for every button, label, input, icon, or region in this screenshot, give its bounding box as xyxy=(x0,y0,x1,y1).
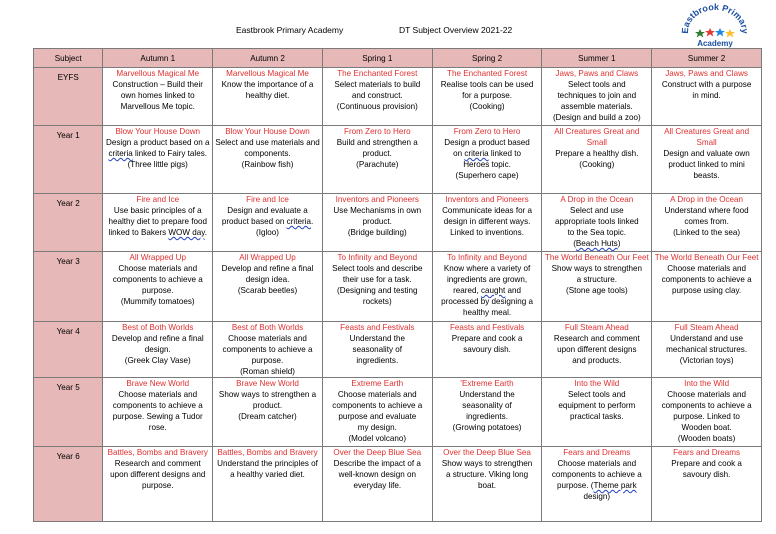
table-cell xyxy=(432,322,542,378)
cell-text-line: Show ways to strengthen xyxy=(551,264,643,273)
topic-title: Full Steam Ahead xyxy=(674,323,739,332)
cell-text-line: reared, caught and xyxy=(453,286,522,295)
cell-text-line: (Dream catcher) xyxy=(238,412,297,421)
cell-text-line: linked to Bakers WOW day. xyxy=(108,228,207,237)
row-label: Year 2 xyxy=(34,194,103,252)
topic-title: A Drop in the Ocean xyxy=(670,195,744,204)
table-cell xyxy=(432,126,542,194)
cell-text-line: Understand where food xyxy=(664,206,749,215)
cell-text-line: purpose. xyxy=(142,286,174,295)
document-title: DT Subject Overview 2021-22 xyxy=(399,25,513,35)
row-label: Year 6 xyxy=(34,447,103,522)
cell-text-line: Understand the principles of xyxy=(217,459,318,468)
cell-text-line: ingredients. xyxy=(356,356,399,365)
cell-text-line: Select and use xyxy=(570,206,624,215)
column-header: Summer 1 xyxy=(542,49,652,68)
cell-text-line: (Design and build a zoo) xyxy=(552,113,641,122)
cell-text-line: design) xyxy=(583,492,611,501)
cell-text-line: Prepare a healthy dish. xyxy=(555,149,639,158)
cell-text-line: everyday life. xyxy=(353,481,402,490)
cell-text-line: Show ways to strengthen a xyxy=(218,390,317,399)
column-header: Subject xyxy=(34,49,103,68)
cell-text-line: Research and comment xyxy=(553,334,640,343)
cell-text-line: purpose. (Theme park xyxy=(557,481,637,490)
cell-text-line: savoury dish. xyxy=(463,345,511,354)
table-cell xyxy=(652,378,762,447)
table-row xyxy=(34,322,762,378)
cell-text-line: ingredients. xyxy=(466,412,508,421)
cell-text-line: upon different designs and xyxy=(110,470,206,479)
cell-text-line: a structure. Viking long xyxy=(445,470,529,479)
cell-text-line: (Scarab beetles) xyxy=(237,286,298,295)
cell-text-line: Realise tools can be used xyxy=(440,80,534,89)
cell-text-line: comes from. xyxy=(684,217,729,226)
logo-stars xyxy=(695,28,735,38)
cell-text-line: purpose using clay. xyxy=(672,286,742,295)
table-cell xyxy=(213,68,323,126)
table-cell xyxy=(213,378,323,447)
cell-text-line: healthy diet to prepare food xyxy=(108,217,208,226)
cell-text-line: Use Mechanisms in own xyxy=(333,206,422,215)
cell-text-line: Select materials to build xyxy=(334,80,421,89)
row-label: EYFS xyxy=(34,68,103,126)
cell-text-line: components to achieve a xyxy=(112,401,203,410)
cell-text-line: in mind. xyxy=(692,91,721,100)
topic-title: Feasts and Festivals xyxy=(340,323,415,332)
cell-text-line: processed by designing a xyxy=(441,297,533,306)
topic-title: All Creatures Great and Small xyxy=(664,127,750,147)
cell-text-line: Choose materials and xyxy=(667,390,746,399)
cell-text-line: seasonality of xyxy=(462,401,512,410)
cell-text-line: Understand the xyxy=(459,390,515,399)
cell-text-line: design idea. xyxy=(245,275,290,284)
cell-text-line: (Greek Clay Vase) xyxy=(124,356,191,365)
cell-text-line: (Designing and testing xyxy=(337,286,418,295)
topic-title: All Wrapped Up xyxy=(239,253,296,262)
header-row xyxy=(34,49,762,68)
table-cell xyxy=(322,252,432,322)
cell-text-line: ingredients are grown, xyxy=(447,275,528,284)
cell-text-line: Communicate ideas for a xyxy=(442,206,533,215)
cell-text-line: product linked to mini xyxy=(668,160,745,169)
table-row xyxy=(34,378,762,447)
cell-text-line: Design a product based on a xyxy=(106,138,210,147)
cell-text-line: on criteria linked to xyxy=(453,149,522,158)
topic-title: Jaws, Paws and Claws xyxy=(555,69,639,78)
cell-text-line: (Cooking) xyxy=(469,102,505,111)
cell-text-line: components to achieve a xyxy=(551,470,642,479)
topic-title: To Infinity and Beyond xyxy=(447,253,527,262)
topic-title: Blow Your House Down xyxy=(225,127,310,136)
cell-text-line: purpose. xyxy=(142,481,174,490)
cell-text-line: Describe the impact of a xyxy=(333,459,421,468)
cell-text-line: Choose materials and xyxy=(118,390,198,399)
school-name: Eastbrook Primary Academy xyxy=(236,25,344,35)
table-cell xyxy=(103,447,213,522)
topic-title: Blow Your House Down xyxy=(115,127,201,136)
table-cell xyxy=(432,194,542,252)
cell-text-line: (Victorian toys) xyxy=(679,356,734,365)
table-cell xyxy=(542,322,652,378)
topic-title: Over the Deep Blue Sea xyxy=(443,448,531,457)
topic-title: Battles, Bombs and Bravery xyxy=(217,448,318,457)
table-cell xyxy=(322,126,432,194)
cell-text-line: (Roman shield) xyxy=(240,367,295,376)
school-logo xyxy=(680,2,750,48)
cell-text-line: (Parachute) xyxy=(356,160,399,169)
cell-text-line: (Model volcano) xyxy=(348,434,407,443)
topic-title: Best of Both Worlds xyxy=(122,323,194,332)
topic-title: Battles, Bombs and Bravery xyxy=(107,448,208,457)
table-cell xyxy=(322,68,432,126)
topic-title: Over the Deep Blue Sea xyxy=(333,448,422,457)
cell-text-line: Choose materials and xyxy=(118,264,198,273)
topic-title: Brave New World xyxy=(236,379,299,388)
logo-academy-text: Academy xyxy=(697,39,733,48)
cell-text-line: beasts. xyxy=(693,171,720,180)
cell-text-line: mechanical structures. xyxy=(666,345,748,354)
cell-text-line: Choose materials and xyxy=(667,264,746,273)
cell-text-line: my design. xyxy=(357,423,397,432)
topic-title: Full Steam Ahead xyxy=(564,323,629,332)
cell-text-line: components to achieve a xyxy=(222,345,313,354)
cell-text-line: design. xyxy=(144,345,171,354)
cell-text-line: product. xyxy=(252,401,283,410)
topic-title: Feasts and Festivals xyxy=(449,323,525,332)
cell-text-line: well-known design on xyxy=(338,470,416,479)
table-cell xyxy=(103,126,213,194)
cell-text-line: (Beach Huts) xyxy=(573,239,621,248)
cell-text-line: purpose. Linked to xyxy=(673,412,740,421)
table-cell xyxy=(103,322,213,378)
topic-title: From Zero to Hero xyxy=(453,127,521,136)
cell-text-line: purpose. xyxy=(251,356,284,365)
cell-text-line: (Bridge building) xyxy=(347,228,407,237)
cell-text-line: appropriate tools linked xyxy=(554,217,639,226)
row-label: Year 4 xyxy=(34,322,103,378)
cell-text-line: components to achieve a xyxy=(661,275,752,284)
topic-title: Inventors and Pioneers xyxy=(445,195,529,204)
cell-text-line: their use for a task. xyxy=(342,275,412,284)
topic-title: Into the Wild xyxy=(574,379,620,388)
topic-title: 'Extreme Earth xyxy=(460,379,514,388)
cell-text-line: savoury dish. xyxy=(682,470,731,479)
table-cell xyxy=(652,322,762,378)
topic-title: Fears and Dreams xyxy=(563,448,631,457)
topic-title: The World Beneath Our Feet xyxy=(544,253,649,262)
cell-text-line: (Mummify tomatoes) xyxy=(120,297,195,306)
table-cell xyxy=(213,322,323,378)
cell-text-line: design in different ways. xyxy=(443,217,531,226)
table-cell xyxy=(542,252,652,322)
topic-title: Extreme Earth xyxy=(351,379,404,388)
column-header: Autumn 2 xyxy=(213,49,323,68)
cell-text-line: Linked to inventions. xyxy=(450,228,524,237)
cell-text-line: Develop and refine a final xyxy=(221,264,314,273)
cell-text-line: own homes linked to xyxy=(120,91,195,100)
cell-text-line: (Growing potatoes) xyxy=(452,423,522,432)
topic-title: From Zero to Hero xyxy=(344,127,411,136)
cell-text-line: Research and comment xyxy=(114,459,201,468)
cell-text-line: boat. xyxy=(478,481,497,490)
topic-title: Fears and Dreams xyxy=(673,448,741,457)
topic-title: A Drop in the Ocean xyxy=(560,195,634,204)
cell-text-line: Choose materials and xyxy=(337,390,417,399)
topic-title: Inventors and Pioneers xyxy=(335,195,419,204)
cell-text-line: Design a product based xyxy=(444,138,530,147)
cell-text-line: Prepare and cook a xyxy=(671,459,742,468)
table-cell xyxy=(542,378,652,447)
table-cell xyxy=(652,447,762,522)
table-row xyxy=(34,194,762,252)
topic-title: Brave New World xyxy=(126,379,190,388)
cell-text-line: and construct. xyxy=(351,91,403,100)
topic-title: Marvellous Magical Me xyxy=(226,69,309,78)
cell-text-line: to the Sea topic. xyxy=(567,228,627,237)
cell-text-line: product. xyxy=(362,149,392,158)
cell-text-line: Design and evaluate a xyxy=(227,206,308,215)
table-cell xyxy=(652,68,762,126)
topic-title: Fire and Ice xyxy=(136,195,180,204)
topic-title: The Enchanted Forest xyxy=(337,69,418,78)
table-cell xyxy=(213,252,323,322)
cell-text-line: assemble materials. xyxy=(560,102,633,111)
dt-overview-table xyxy=(33,48,762,522)
column-header: Spring 1 xyxy=(322,49,432,68)
cell-text-line: (Continuous provision) xyxy=(336,102,418,111)
cell-text-line: (Superhero cape) xyxy=(455,171,519,180)
cell-text-line: and products. xyxy=(572,356,622,365)
table-cell xyxy=(322,447,432,522)
table-cell xyxy=(542,68,652,126)
table-row xyxy=(34,447,762,522)
table-cell xyxy=(432,447,542,522)
cell-text-line: purpose. Sewing a Tudor xyxy=(112,412,203,421)
table-cell xyxy=(652,194,762,252)
cell-text-line: (Cooking) xyxy=(579,160,615,169)
cell-text-line: components to achieve a xyxy=(661,401,752,410)
topic-title: All Wrapped Up xyxy=(129,253,187,262)
topic-title: Into the Wild xyxy=(684,379,730,388)
table-cell xyxy=(322,194,432,252)
cell-text-line: Marvellous Me topic. xyxy=(120,102,195,111)
cell-text-line: rockets) xyxy=(362,297,392,306)
cell-text-line: Understand the xyxy=(349,334,405,343)
cell-text-line: (Igloo) xyxy=(256,228,279,237)
cell-text-line: components to achieve a xyxy=(332,401,423,410)
cell-text-line: Select tools and xyxy=(568,390,626,399)
table-cell xyxy=(432,252,542,322)
table-cell xyxy=(103,252,213,322)
cell-text-line: Choose materials and xyxy=(228,334,307,343)
row-label: Year 1 xyxy=(34,126,103,194)
cell-text-line: Know where a variety of xyxy=(443,264,531,273)
table-row xyxy=(34,252,762,322)
cell-text-line: a healthy varied diet. xyxy=(230,470,305,479)
table-cell xyxy=(432,378,542,447)
row-label: Year 3 xyxy=(34,252,103,322)
column-header: Autumn 1 xyxy=(103,49,213,68)
cell-text-line: product. xyxy=(362,217,392,226)
topic-title: All Creatures Great and Small xyxy=(554,127,640,147)
topic-title: The World Beneath Our Feet xyxy=(654,253,759,262)
table-cell xyxy=(652,252,762,322)
cell-text-line: (Stone age tools) xyxy=(566,286,628,295)
cell-text-line: upon different designs xyxy=(557,345,637,354)
topic-title: Best of Both Worlds xyxy=(231,323,304,332)
cell-text-line: Construction – Build their xyxy=(112,80,203,89)
topic-title: To Infinity and Beyond xyxy=(337,253,418,262)
table-cell xyxy=(322,322,432,378)
table-cell xyxy=(322,378,432,447)
table-row xyxy=(34,126,762,194)
topic-title: The Enchanted Forest xyxy=(447,69,528,78)
cell-text-line: Select tools and xyxy=(568,80,626,89)
cell-text-line: Prepare and cook a xyxy=(451,334,523,343)
cell-text-line: seasonality of xyxy=(352,345,403,354)
table-cell xyxy=(103,68,213,126)
cell-text-line: (Wooden boats) xyxy=(677,434,736,443)
topic-title: Jaws, Paws and Claws xyxy=(665,69,748,78)
cell-text-line: techniques to join and xyxy=(557,91,637,100)
table-cell xyxy=(542,447,652,522)
cell-text-line: rose. xyxy=(148,423,167,432)
table-cell xyxy=(432,68,542,126)
cell-text-line: (Linked to the sea) xyxy=(673,228,741,237)
cell-text-line: Choose materials and xyxy=(557,459,637,468)
cell-text-line: Design and valuate own xyxy=(663,149,750,158)
table-cell xyxy=(213,126,323,194)
table-cell xyxy=(213,194,323,252)
table-cell xyxy=(103,194,213,252)
cell-text-line: Heroes topic. xyxy=(463,160,511,169)
cell-text-line: healthy diet. xyxy=(245,91,290,100)
cell-text-line: criteria linked to Fairy tales. xyxy=(108,149,208,158)
cell-text-line: Develop and refine a final xyxy=(111,334,204,343)
cell-text-line: for a purpose. xyxy=(462,91,513,100)
cell-text-line: Use basic principles of a xyxy=(113,206,202,215)
cell-text-line: healthy meal. xyxy=(462,308,512,317)
cell-text-line: Select tools and describe xyxy=(332,264,423,273)
cell-text-line: Understand and use xyxy=(670,334,744,343)
cell-text-line: components. xyxy=(244,149,291,158)
logo-arc-text: Eastbrook Primary xyxy=(680,2,750,34)
cell-text-line: practical tasks. xyxy=(570,412,624,421)
svg-text:Eastbrook Primary xyxy=(680,2,750,34)
table-cell xyxy=(652,126,762,194)
cell-text-line: Construct with a purpose xyxy=(661,80,752,89)
cell-text-line: equipment to perform xyxy=(558,401,636,410)
row-label: Year 5 xyxy=(34,378,103,447)
cell-text-line: components to achieve a xyxy=(112,275,203,284)
cell-text-line: a structure. xyxy=(576,275,618,284)
cell-text-line: product based on criteria. xyxy=(221,217,314,226)
cell-text-line: Show ways to strengthen xyxy=(441,459,533,468)
cell-text-line: (Three little pigs) xyxy=(127,160,188,169)
cell-text-line: Know the importance of a xyxy=(221,80,314,89)
cell-text-line: purpose and evaluate xyxy=(338,412,417,421)
table-cell xyxy=(542,194,652,252)
cell-text-line: (Rainbow fish) xyxy=(241,160,294,169)
cell-text-line: Select and use materials and xyxy=(215,138,320,147)
topic-title: Fire and Ice xyxy=(246,195,289,204)
table-cell xyxy=(213,447,323,522)
table-cell xyxy=(103,378,213,447)
cell-text-line: Build and strengthen a xyxy=(336,138,418,147)
cell-text-line: Wooden boat. xyxy=(681,423,732,432)
column-header: Spring 2 xyxy=(432,49,542,68)
table-row xyxy=(34,68,762,126)
topic-title: Marvellous Magical Me xyxy=(116,69,200,78)
column-header: Summer 2 xyxy=(652,49,762,68)
table-cell xyxy=(542,126,652,194)
